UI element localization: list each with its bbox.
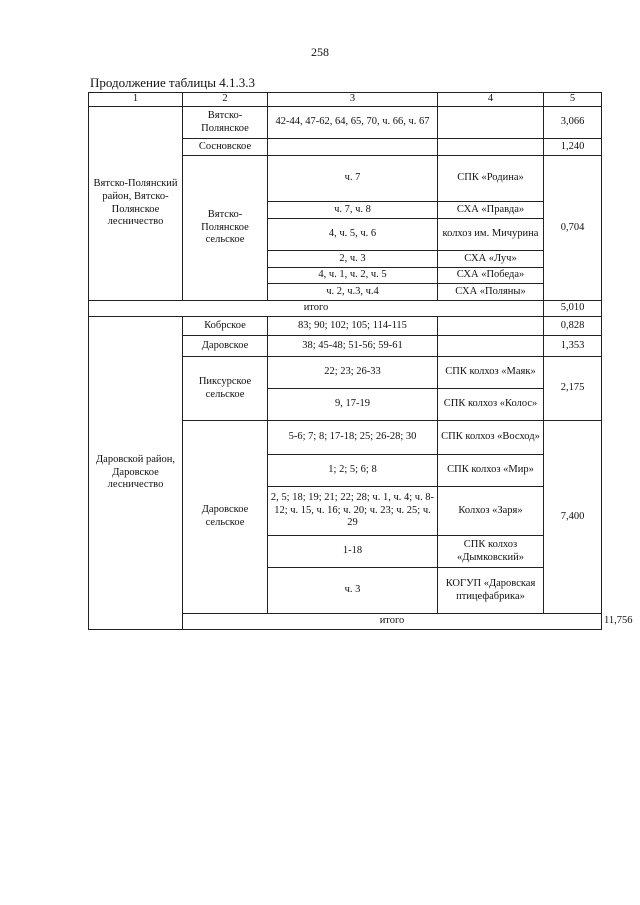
user-cell <box>438 107 544 139</box>
quarters-cell: 4, ч. 1, ч. 2, ч. 5 <box>268 268 438 284</box>
total-row: итого 11,756 <box>89 614 602 630</box>
user-cell: СХА «Поляны» <box>438 284 544 301</box>
header-cell: 3 <box>268 93 438 107</box>
quarters-cell: ч. 7, ч. 8 <box>268 202 438 219</box>
forestry-cell: Кобрское <box>183 317 268 336</box>
quarters-cell: 2, 5; 18; 19; 21; 22; 28; ч. 1, ч. 4; ч. 8-12; ч. 15, ч. 16; ч. 20; ч. 23; ч. 25; ч. 29 <box>268 487 438 536</box>
user-cell: СПК колхоз «Восход» <box>438 421 544 455</box>
forestry-cell: Пиксурское сельское <box>183 357 268 421</box>
forestry-cell: Сосновское <box>183 139 268 156</box>
quarters-cell: 42-44, 47-62, 64, 65, 70, ч. 66, ч. 67 <box>268 107 438 139</box>
total-label: итого <box>183 614 602 630</box>
user-cell: колхоз им. Мичурина <box>438 219 544 251</box>
quarters-cell: 2, ч. 3 <box>268 251 438 268</box>
forestry-cell: Даровское <box>183 336 268 357</box>
quarters-cell <box>268 139 438 156</box>
user-cell <box>438 336 544 357</box>
quarters-cell: 38; 45-48; 51-56; 59-61 <box>268 336 438 357</box>
quarters-cell: 1-18 <box>268 536 438 568</box>
table-row <box>89 317 602 336</box>
user-cell: СПК колхоз «Колос» <box>438 389 544 421</box>
quarters-cell: 5-6; 7; 8; 17-18; 25; 26-28; 30 <box>268 421 438 455</box>
header-cell: 4 <box>438 93 544 107</box>
user-cell: КОГУП «Даровская птицефабрика» <box>438 568 544 614</box>
total-value: 5,010 <box>544 301 602 317</box>
area-cell: 3,066 <box>544 107 602 139</box>
area-cell: 0,828 <box>544 317 602 336</box>
forestry-cell: Вятско-Полянское <box>183 107 268 139</box>
quarters-cell: ч. 7 <box>268 156 438 202</box>
quarters-cell: 22; 23; 26-33 <box>268 357 438 389</box>
header-cell: 5 <box>544 93 602 107</box>
area-cell: 7,400 <box>544 421 602 614</box>
region-name: Даровской район, Даровское лесничество <box>89 317 183 630</box>
area-cell: 2,175 <box>544 357 602 421</box>
region-name: Вятско-Полянский район, Вятско-Полянское лесничество <box>89 107 183 301</box>
total-label: итого <box>89 301 544 317</box>
quarters-cell: 9, 17-19 <box>268 389 438 421</box>
area-cell: 0,704 <box>544 156 602 301</box>
header-cell: 1 <box>89 93 183 107</box>
data-table <box>88 92 633 630</box>
user-cell: Колхоз «Заря» <box>438 487 544 536</box>
user-cell: СПК колхоз «Дымковский» <box>438 536 544 568</box>
total-row <box>89 301 602 317</box>
quarters-cell: 1; 2; 5; 6; 8 <box>268 455 438 487</box>
header-row <box>89 93 602 107</box>
user-cell: СХА «Луч» <box>438 251 544 268</box>
quarters-cell: ч. 3 <box>268 568 438 614</box>
quarters-cell: ч. 2, ч.3, ч.4 <box>268 284 438 301</box>
forestry-cell: Вятско-Полянское сельское <box>183 156 268 301</box>
user-cell <box>438 139 544 156</box>
area-cell: 1,353 <box>544 336 602 357</box>
user-cell: СПК колхоз «Мир» <box>438 455 544 487</box>
user-cell: СПК колхоз «Маяк» <box>438 357 544 389</box>
forestry-cell: Даровское сельское <box>183 421 268 614</box>
page-number: 258 <box>311 45 329 59</box>
user-cell: СХА «Победа» <box>438 268 544 284</box>
area-cell: 1,240 <box>544 139 602 156</box>
table-caption: Продолжение таблицы 4.1.3.3 <box>90 75 255 90</box>
header-cell: 2 <box>183 93 268 107</box>
quarters-cell: 83; 90; 102; 105; 114-115 <box>268 317 438 336</box>
table-row <box>89 107 602 139</box>
user-cell <box>438 317 544 336</box>
quarters-cell: 4, ч. 5, ч. 6 <box>268 219 438 251</box>
user-cell: СХА «Правда» <box>438 202 544 219</box>
user-cell: СПК «Родина» <box>438 156 544 202</box>
